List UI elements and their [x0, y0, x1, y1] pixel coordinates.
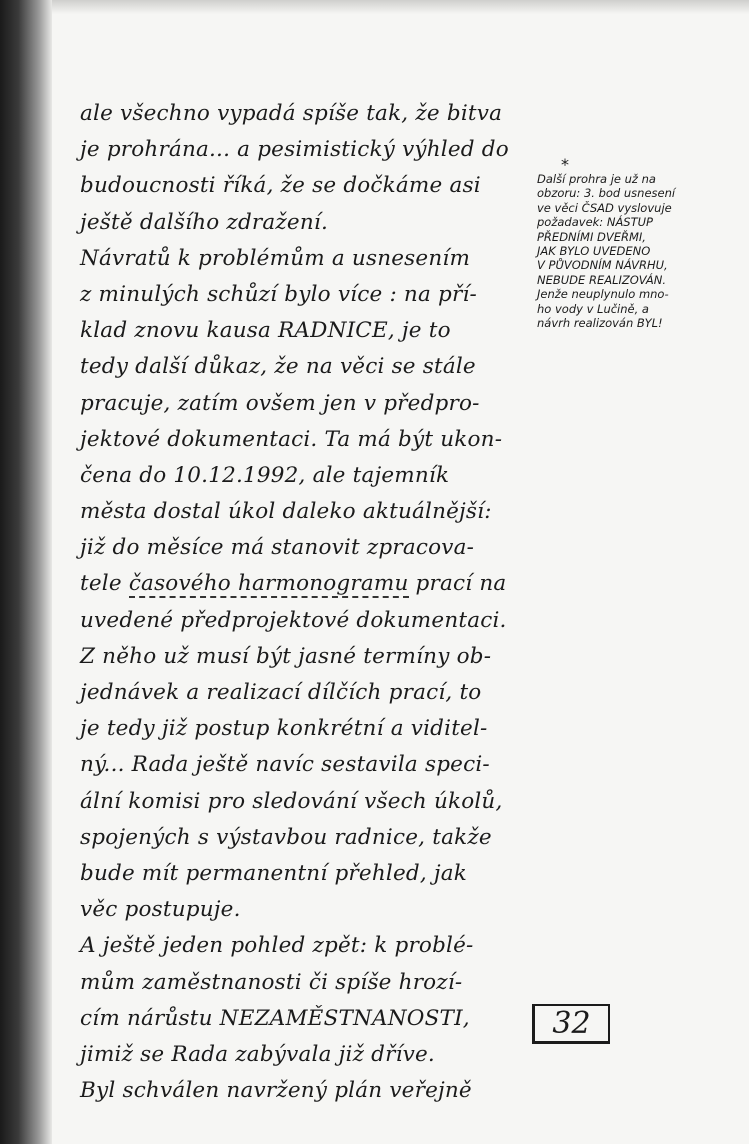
text-line: jednávek a realizací dílčích prací, to — [80, 680, 482, 705]
note-line: NEBUDE REALIZOVÁN. — [537, 272, 667, 287]
text-line: ještě dalšího zdražení. — [80, 209, 329, 235]
text-line: ný... Rada ještě navíc sestavila speci- — [80, 752, 490, 778]
underlined-phrase: časového harmonogramu — [128, 571, 409, 597]
text-line: již do měsíce má stanovit zpracova- — [80, 535, 475, 561]
text-line: spojených s výstavbou radnice, takže — [80, 824, 492, 850]
text-line: Byl schválen navržený plán veřejně — [80, 1078, 472, 1104]
margin-note — [537, 155, 742, 330]
text-line: cím nárůstu NEZAMĚSTNANOSTI, — [80, 1005, 470, 1031]
text-line: pracuje, zatím ovšem jen v předpro- — [80, 390, 480, 416]
text-line: je prohrána... a pesimistický výhled do — [80, 137, 509, 163]
text-line: klad znovu kausa RADNICE, je to — [80, 318, 451, 344]
text-line: bude mít permanentní přehled, jak — [80, 860, 468, 886]
text-line-underlined: tele časového harmonogramu prací na — [80, 571, 507, 597]
note-line: návrh realizován BYL! — [537, 315, 663, 330]
text-line: mům zaměstnanosti či spíše hrozí- — [80, 969, 463, 995]
text-line: ale všechno vypadá spíše tak, že bitva — [80, 101, 503, 126]
handwritten-main-text — [80, 96, 530, 1109]
text-line: uvedené předprojektové dokumentaci. — [80, 607, 507, 633]
note-line: ho vody v Lučině, a — [537, 301, 649, 316]
top-edge-shadow — [52, 0, 749, 14]
note-line: obzoru: 3. bod usnesení — [537, 186, 676, 201]
text-line: města dostal úkol daleko aktuálnější: — [80, 499, 492, 525]
note-line: požadavek: NÁSTUP — [537, 215, 653, 230]
note-line: Jenže neuplynulo mno- — [537, 287, 669, 302]
text-line: jimiž se Rada zabývala již dříve. — [80, 1041, 435, 1067]
text-line: tedy další důkaz, že na věci se stále — [80, 354, 476, 380]
note-line: V PŮVODNÍM NÁVRHU, — [537, 258, 668, 273]
note-line: JAK BYLO UVEDENO — [537, 243, 651, 258]
page-number: 32 — [532, 1004, 610, 1044]
text-line: jektové dokumentaci. Ta má být ukon- — [80, 426, 503, 452]
text-line: budoucnosti říká, že se dočkáme asi — [80, 173, 481, 199]
text-line: je tedy již postup konkrétní a viditel- — [80, 716, 488, 742]
note-line: ve věci ČSAD vyslovuje — [537, 200, 672, 215]
text-line: Z něho už musí být jasné termíny ob- — [80, 643, 492, 669]
book-spine-shadow — [0, 0, 52, 1144]
text-line: Návratů k problémům a usnesením — [80, 245, 471, 271]
text-line: věc postupuje. — [80, 897, 241, 923]
text-line: čena do 10.12.1992, ale tajemník — [80, 462, 450, 488]
note-line: Další prohra je už na — [537, 172, 656, 186]
text-line: A ještě jeden pohled zpět: k problé- — [80, 933, 474, 959]
text-line: ální komisi pro sledování všech úkolů, — [80, 788, 503, 814]
note-line: PŘEDNÍMI DVEŘMI, — [537, 229, 646, 244]
text-line: z minulých schůzí bylo více : na pří- — [80, 281, 478, 307]
asterisk-marker: * — [561, 155, 569, 174]
